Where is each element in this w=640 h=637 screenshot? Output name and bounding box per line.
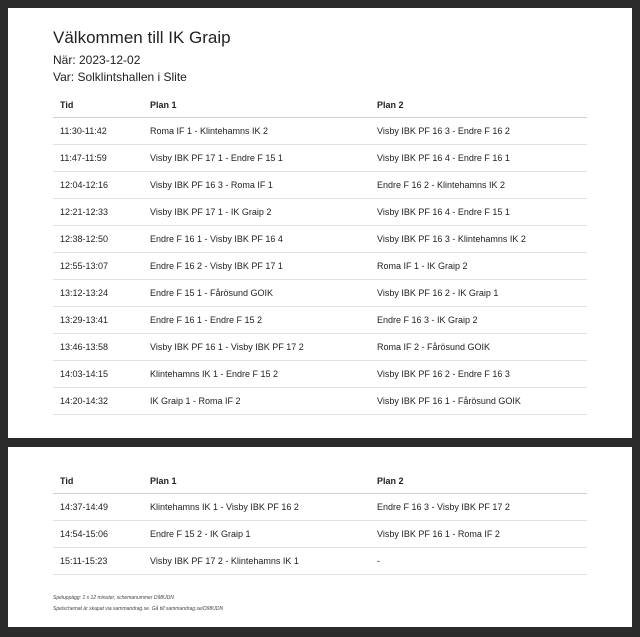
match-plan2: Visby IBK PF 16 4 - Endre F 15 1: [370, 199, 587, 226]
column-header-time: Tid: [53, 93, 143, 118]
table-row: [53, 172, 587, 199]
match-plan2: Visby IBK PF 16 3 - Klintehamns IK 2: [370, 226, 587, 253]
column-header-plan2: Plan 2: [370, 469, 587, 494]
match-time: 11:30-11:42: [53, 118, 143, 145]
event-venue: Var: Solklintshallen i Slite: [53, 70, 187, 84]
match-plan1: Klintehamns IK 1 - Visby IBK PF 16 2: [143, 494, 370, 521]
match-plan1: Visby IBK PF 16 3 - Roma IF 1: [143, 172, 370, 199]
column-header-plan1: Plan 1: [143, 93, 370, 118]
match-time: 14:03-14:15: [53, 361, 143, 388]
table-row: [53, 388, 587, 415]
match-plan1: Endre F 16 1 - Endre F 15 2: [143, 307, 370, 334]
footnote-source: Spelschemat är skapat via sammandrag.se. Gå till sammandrag.se/D98UDN: [53, 606, 224, 612]
schedule-page-2: [8, 447, 632, 627]
match-time: 13:29-13:41: [53, 307, 143, 334]
match-plan2: Endre F 16 3 - IK Graip 2: [370, 307, 587, 334]
match-time: 13:46-13:58: [53, 334, 143, 361]
footnote-game-format: Speluppägg: 1 x 12 minuter, schemanummer D98UDN: [53, 595, 174, 601]
table-header-row: [53, 469, 587, 494]
table-row: [53, 548, 587, 575]
schedule-table-2: [53, 469, 587, 575]
column-header-time: Tid: [53, 469, 143, 494]
match-plan1: Endre F 15 1 - Fårösund GOIK: [143, 280, 370, 307]
table-row: [53, 334, 587, 361]
table-row: [53, 494, 587, 521]
match-time: 12:38-12:50: [53, 226, 143, 253]
page-title: Välkommen till IK Graip: [53, 28, 231, 47]
match-time: 15:11-15:23: [53, 548, 143, 575]
match-time: 13:12-13:24: [53, 280, 143, 307]
schedule-table-2-body: [53, 494, 587, 575]
table-row: [53, 361, 587, 388]
match-plan1: Endre F 16 2 - Visby IBK PF 17 1: [143, 253, 370, 280]
match-plan2: Visby IBK PF 16 4 - Endre F 16 1: [370, 145, 587, 172]
match-time: 12:04-12:16: [53, 172, 143, 199]
match-plan1: Visby IBK PF 17 1 - Endre F 15 1: [143, 145, 370, 172]
match-plan1: Endre F 16 1 - Visby IBK PF 16 4: [143, 226, 370, 253]
match-plan2: Visby IBK PF 16 1 - Fårösund GOIK: [370, 388, 587, 415]
match-plan2: Visby IBK PF 16 3 - Endre F 16 2: [370, 118, 587, 145]
column-header-plan1: Plan 1: [143, 469, 370, 494]
match-plan1: IK Graip 1 - Roma IF 2: [143, 388, 370, 415]
table-row: [53, 145, 587, 172]
schedule-table-1: [53, 93, 587, 415]
table-header-row: [53, 93, 587, 118]
match-time: 11:47-11:59: [53, 145, 143, 172]
match-plan2: Visby IBK PF 16 2 - IK Graip 1: [370, 280, 587, 307]
event-date: När: 2023-12-02: [53, 53, 141, 67]
table-row: [53, 307, 587, 334]
match-time: 14:20-14:32: [53, 388, 143, 415]
match-plan2: -: [370, 548, 587, 575]
match-plan2: Visby IBK PF 16 1 - Roma IF 2: [370, 521, 587, 548]
match-plan1: Visby IBK PF 17 1 - IK Graip 2: [143, 199, 370, 226]
match-plan2: Visby IBK PF 16 2 - Endre F 16 3: [370, 361, 587, 388]
match-plan1: Visby IBK PF 17 2 - Klintehamns IK 1: [143, 548, 370, 575]
table-row: [53, 226, 587, 253]
match-plan2: Roma IF 2 - Fårösund GOIK: [370, 334, 587, 361]
table-row: [53, 521, 587, 548]
schedule-page-1: [8, 8, 632, 438]
match-plan1: Roma IF 1 - Klintehamns IK 2: [143, 118, 370, 145]
match-time: 12:21-12:33: [53, 199, 143, 226]
schedule-table-1-body: [53, 118, 587, 415]
table-row: [53, 280, 587, 307]
table-row: [53, 199, 587, 226]
match-plan1: Endre F 15 2 - IK Graip 1: [143, 521, 370, 548]
table-row: [53, 118, 587, 145]
column-header-plan2: Plan 2: [370, 93, 587, 118]
match-plan1: Visby IBK PF 16 1 - Visby IBK PF 17 2: [143, 334, 370, 361]
table-row: [53, 253, 587, 280]
match-time: 14:54-15:06: [53, 521, 143, 548]
match-plan1: Klintehamns IK 1 - Endre F 15 2: [143, 361, 370, 388]
match-time: 14:37-14:49: [53, 494, 143, 521]
match-plan2: Endre F 16 3 - Visby IBK PF 17 2: [370, 494, 587, 521]
match-time: 12:55-13:07: [53, 253, 143, 280]
match-plan2: Endre F 16 2 - Klintehamns IK 2: [370, 172, 587, 199]
match-plan2: Roma IF 1 - IK Graip 2: [370, 253, 587, 280]
